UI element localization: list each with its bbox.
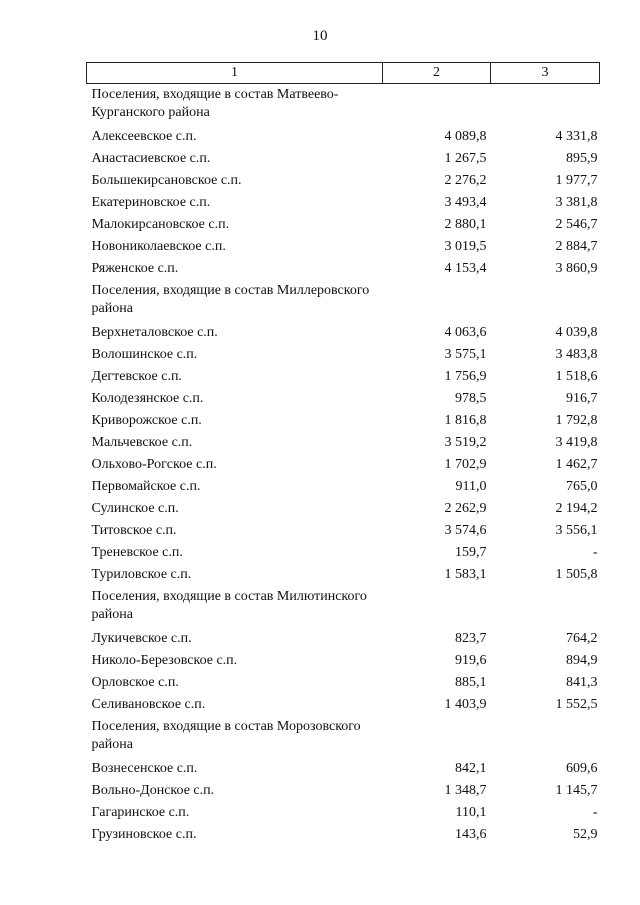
value-column-3: 1 145,7 bbox=[555, 783, 598, 798]
table-row bbox=[87, 542, 600, 564]
value-column-3: 3 483,8 bbox=[555, 347, 598, 362]
value-column-2: 4 153,4 bbox=[444, 261, 487, 276]
group-header-row bbox=[87, 280, 600, 322]
value-column-3: 764,2 bbox=[566, 631, 598, 646]
value-column-3: 4 039,8 bbox=[555, 325, 598, 340]
value-column-3: 3 381,8 bbox=[555, 195, 598, 210]
value-column-3: 1 518,6 bbox=[555, 369, 598, 384]
value-column-3: 894,9 bbox=[566, 653, 598, 668]
value-column-3: - bbox=[592, 805, 598, 820]
value-column-2: 110,1 bbox=[455, 805, 487, 820]
empty-cell bbox=[383, 586, 491, 628]
settlement-name: Лукичевское с.п. bbox=[91, 631, 192, 646]
table-row bbox=[87, 628, 600, 650]
settlement-name: Орловское с.п. bbox=[91, 675, 179, 690]
settlement-name: Первомайское с.п. bbox=[91, 479, 201, 494]
value-column-2: 911,0 bbox=[455, 479, 487, 494]
settlement-name: Мальчевское с.п. bbox=[91, 435, 193, 450]
table-row bbox=[87, 498, 600, 520]
value-column-3: - bbox=[592, 545, 598, 560]
settlement-name: Колодезянское с.п. bbox=[91, 391, 204, 406]
settlement-name: Анастасиевское с.п. bbox=[91, 151, 211, 166]
group-title: Поселения, входящие в состав Миллеровского района bbox=[91, 283, 370, 316]
value-column-3: 2 884,7 bbox=[555, 239, 598, 254]
table-row bbox=[87, 650, 600, 672]
value-column-2: 842,1 bbox=[455, 761, 487, 776]
value-column-3: 1 792,8 bbox=[555, 413, 598, 428]
settlement-name: Николо-Березовское с.п. bbox=[91, 653, 238, 668]
page-number: 10 bbox=[312, 28, 328, 44]
settlement-name: Сулинское с.п. bbox=[91, 501, 179, 516]
table-row bbox=[87, 388, 600, 410]
settlement-name: Верхнеталовское с.п. bbox=[91, 325, 218, 340]
settlement-name: Селивановское с.п. bbox=[91, 697, 206, 712]
table-row bbox=[87, 344, 600, 366]
empty-cell bbox=[491, 716, 600, 758]
empty-cell bbox=[383, 716, 491, 758]
table-row bbox=[87, 236, 600, 258]
table-row bbox=[87, 192, 600, 214]
value-column-3: 3 419,8 bbox=[555, 435, 598, 450]
settlement-name: Титовское с.п. bbox=[91, 523, 177, 538]
value-column-2: 919,6 bbox=[455, 653, 487, 668]
value-column-3: 52,9 bbox=[573, 827, 598, 842]
table-row bbox=[87, 214, 600, 236]
value-column-2: 978,5 bbox=[455, 391, 487, 406]
table-row bbox=[87, 520, 600, 542]
header-row bbox=[87, 63, 600, 84]
settlement-name: Грузиновское с.п. bbox=[91, 827, 197, 842]
settlement-name: Гагаринское с.п. bbox=[91, 805, 190, 820]
settlement-name: Новониколаевское с.п. bbox=[91, 239, 226, 254]
value-column-2: 1 702,9 bbox=[444, 457, 487, 472]
table-row bbox=[87, 410, 600, 432]
table-row bbox=[87, 802, 600, 824]
settlement-name: Дегтевское с.п. bbox=[91, 369, 182, 384]
table-row bbox=[87, 126, 600, 148]
table-row bbox=[87, 432, 600, 454]
settlement-name: Ольхово-Рогское с.п. bbox=[91, 457, 217, 472]
column-header-1: 1 bbox=[87, 63, 383, 84]
value-column-2: 4 089,8 bbox=[444, 129, 487, 144]
settlement-name: Ряженское с.п. bbox=[91, 261, 179, 276]
settlement-name: Волошинское с.п. bbox=[91, 347, 198, 362]
value-column-3: 2 546,7 bbox=[555, 217, 598, 232]
value-column-2: 4 063,6 bbox=[444, 325, 487, 340]
value-column-3: 1 462,7 bbox=[555, 457, 598, 472]
settlement-name: Вознесенское с.п. bbox=[91, 761, 198, 776]
settlement-name: Туриловское с.п. bbox=[91, 567, 192, 582]
empty-cell bbox=[383, 280, 491, 322]
settlement-name: Алексеевское с.п. bbox=[91, 129, 197, 144]
value-column-2: 1 816,8 bbox=[444, 413, 487, 428]
table-row bbox=[87, 366, 600, 388]
value-column-3: 1 552,5 bbox=[555, 697, 598, 712]
empty-cell bbox=[491, 280, 600, 322]
table-row bbox=[87, 148, 600, 170]
value-column-2: 2 276,2 bbox=[444, 173, 487, 188]
value-column-2: 1 583,1 bbox=[444, 567, 487, 582]
table-header bbox=[87, 63, 600, 84]
value-column-3: 609,6 bbox=[566, 761, 598, 776]
value-column-2: 1 267,5 bbox=[444, 151, 487, 166]
column-header-2: 2 bbox=[383, 63, 491, 84]
value-column-2: 823,7 bbox=[455, 631, 487, 646]
table-row bbox=[87, 322, 600, 344]
group-title: Поселения, входящие в состав Матвеево-Курганского района bbox=[91, 87, 339, 120]
table-row bbox=[87, 758, 600, 780]
value-column-2: 1 348,7 bbox=[444, 783, 487, 798]
settlement-name: Криворожское с.п. bbox=[91, 413, 202, 428]
value-column-2: 3 519,2 bbox=[444, 435, 487, 450]
group-header-row bbox=[87, 586, 600, 628]
value-column-2: 1 403,9 bbox=[444, 697, 487, 712]
table-row bbox=[87, 258, 600, 280]
value-column-3: 3 556,1 bbox=[555, 523, 598, 538]
value-column-3: 841,3 bbox=[566, 675, 598, 690]
value-column-3: 765,0 bbox=[566, 479, 598, 494]
value-column-3: 916,7 bbox=[566, 391, 598, 406]
value-column-2: 159,7 bbox=[455, 545, 487, 560]
value-column-2: 3 574,6 bbox=[444, 523, 487, 538]
value-column-2: 1 756,9 bbox=[444, 369, 487, 384]
value-column-2: 3 019,5 bbox=[444, 239, 487, 254]
value-column-2: 2 880,1 bbox=[444, 217, 487, 232]
group-header-row bbox=[87, 84, 600, 127]
table-body bbox=[87, 84, 600, 847]
value-column-2: 885,1 bbox=[455, 675, 487, 690]
column-header-3: 3 bbox=[491, 63, 600, 84]
value-column-3: 3 860,9 bbox=[555, 261, 598, 276]
value-column-3: 895,9 bbox=[566, 151, 598, 166]
group-title: Поселения, входящие в состав Милютинского района bbox=[91, 589, 367, 622]
group-title: Поселения, входящие в состав Морозовского района bbox=[91, 719, 361, 752]
settlement-name: Треневское с.п. bbox=[91, 545, 183, 560]
table-row bbox=[87, 170, 600, 192]
value-column-3: 2 194,2 bbox=[555, 501, 598, 516]
table-row bbox=[87, 454, 600, 476]
table-row bbox=[87, 672, 600, 694]
budget-table bbox=[86, 62, 600, 846]
value-column-3: 1 977,7 bbox=[555, 173, 598, 188]
table-row bbox=[87, 780, 600, 802]
empty-cell bbox=[491, 84, 600, 127]
empty-cell bbox=[383, 84, 491, 127]
table-row bbox=[87, 824, 600, 846]
value-column-2: 2 262,9 bbox=[444, 501, 487, 516]
group-header-row bbox=[87, 716, 600, 758]
empty-cell bbox=[491, 586, 600, 628]
value-column-2: 3 575,1 bbox=[444, 347, 487, 362]
settlement-name: Малокирсановское с.п. bbox=[91, 217, 230, 232]
table-row bbox=[87, 476, 600, 498]
table-row bbox=[87, 694, 600, 716]
settlement-name: Большекирсановское с.п. bbox=[91, 173, 242, 188]
settlement-name: Вольно-Донское с.п. bbox=[91, 783, 215, 798]
value-column-3: 4 331,8 bbox=[555, 129, 598, 144]
value-column-2: 143,6 bbox=[455, 827, 487, 842]
value-column-3: 1 505,8 bbox=[555, 567, 598, 582]
settlement-name: Екатериновское с.п. bbox=[91, 195, 211, 210]
value-column-2: 3 493,4 bbox=[444, 195, 487, 210]
table-row bbox=[87, 564, 600, 586]
